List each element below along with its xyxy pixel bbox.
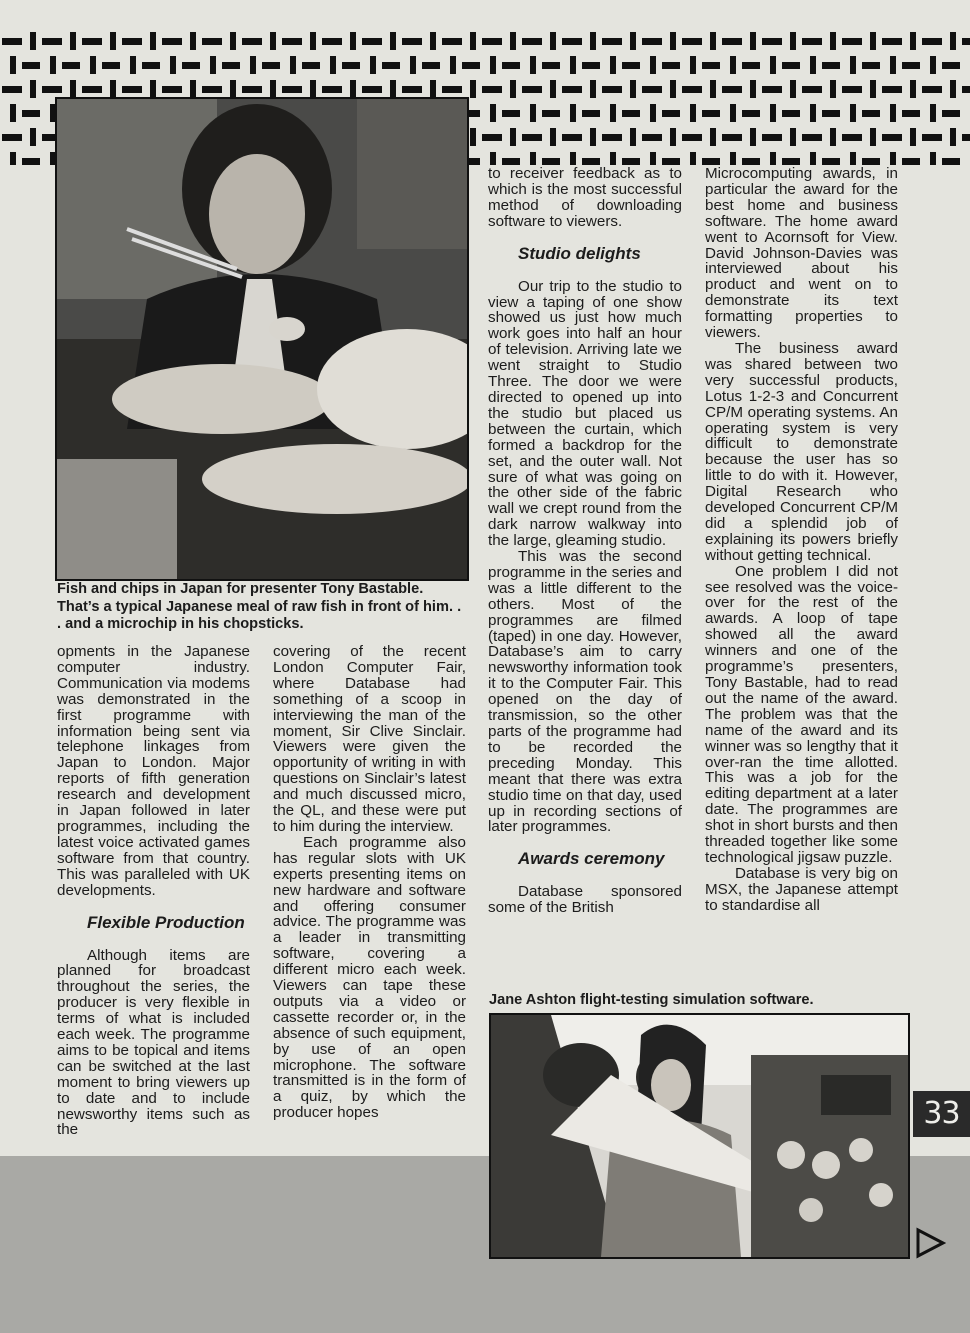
heading-studio-delights: Studio delights bbox=[518, 243, 641, 263]
column-2 bbox=[273, 644, 466, 1121]
col3-paragraph-3: This was the second programme in the series and was a little different to the others. Most of the programmes are filmed (taped) in one day. However, Database’s aim to carry newsworthy information took it to the Computer Fair. This opened on the day of transmission, so the other parts of the programme had to be recorded the preceding Monday. This meant that there was extra studio time on that day, used up in recording sections of later programmes. bbox=[488, 548, 682, 836]
col2-paragraph-1: covering of the recent London Computer Fair, where Database had something of a scoop in interviewing the man of the moment, Sir Clive Sinclair. Viewers were given the opportunity of writing in with questions on Sinclair’s latest and much discussed micro, the QL, and these were put to him during the interview. bbox=[273, 643, 466, 835]
col4-paragraph-4: Database is very big on MSX, the Japanese attempt to standardise all bbox=[705, 864, 898, 914]
flight-photo-image bbox=[491, 1015, 908, 1257]
column-3 bbox=[488, 166, 682, 916]
next-page-arrow-icon[interactable] bbox=[914, 1227, 946, 1259]
col3-paragraph-4: Database sponsored some of the British bbox=[488, 883, 682, 917]
col3-paragraph-1: to receiver feedback as to which is the most successful method of downloading software to viewers. bbox=[488, 165, 682, 230]
photo2-caption: Jane Ashton flight-testing simulation software. bbox=[489, 992, 814, 1008]
col1-paragraph-1: opments in the Japanese computer industry. Communication via modems was demonstrated in the first programme with information being sent via telephone linkages from Japan to London. Major reports of fifth generation research and development in Japan followed in later programmes, including the latest voice activated games software from that country. This was paralleled with UK developments. bbox=[57, 643, 250, 899]
heading-flexible-production: Flexible Production bbox=[87, 912, 245, 932]
col4-paragraph-2: The business award was shared between two very successful products, Lotus 1-2-3 and Concurrent CP/M operating systems. An operating system is very difficult to demonstrate because the user has so little to do with it. However, Digital Research who developed Concurrent CP/M did a splendid job of explaining its powers briefly without getting technical. bbox=[705, 339, 898, 564]
col4-paragraph-3: One problem I did not see resolved was the voice-over for the rest of the awards. A loop of tape showed all the award winners and one of the programme’s presenters, Tony Bastable, had to read out the name of the award. The problem was that the name of the award and its winner was so lengthy that it over-ran the time allotted. This was a job for the editing department at a later date. The programmes are shot in short bursts and then threaded together like some technological jigsaw puzzle. bbox=[705, 562, 898, 866]
heading-awards-ceremony: Awards ceremony bbox=[518, 849, 665, 869]
photo-presenter-chopsticks bbox=[55, 97, 469, 581]
col4-paragraph-1: Microcomputing awards, in particular the award for the best home and business software. The home award went to Acornsoft for View. David Johnson-Davies was interviewed about his product and went on to demonstrate its text formatting properties to viewers. bbox=[705, 165, 898, 342]
column-1 bbox=[57, 644, 250, 1138]
photo1-caption: Fish and chips in Japan for presenter Tony Bastable. That’s a typical Japanese meal of raw fish in front of him. . . and a microchip in his chopsticks. bbox=[57, 581, 462, 632]
presenter-photo-image bbox=[57, 99, 467, 579]
col1-paragraph-2: Although items are planned for broadcast throughout the series, the producer is very flexible in terms of what is included each week. The programme aims to be topical and items can be switched at the last moment to bring viewers up to date and to include newsworthy items such as the bbox=[57, 946, 250, 1139]
column-4 bbox=[705, 166, 898, 914]
photo-flight-simulation bbox=[489, 1013, 910, 1259]
page-number: 33 bbox=[913, 1091, 970, 1137]
col3-paragraph-2: Our trip to the studio to view a taping of one show showed us just how much work goes into half an hour of television. Arriving late we went straight to Studio Three. The door we were directed to opened up into the studio but placed us between the curtain, which formed a backdrop for the set, and the outer wall. Not sure of what was going on the other side of the fabric wall we crept round from the dark narrow walkway into the large, gleaming studio. bbox=[488, 277, 682, 550]
col2-paragraph-2: Each programme also has regular slots with UK experts presenting items on new hardware and software and offering consumer advice. The programme was a leader in transmitting software, covering a different micro each week. Viewers can tape these outputs via a video or cassette recorder or, in the absence of such equipment, by use of an open microphone. The software transmitted is in the form of a quiz, by which the producer hopes bbox=[273, 833, 466, 1122]
